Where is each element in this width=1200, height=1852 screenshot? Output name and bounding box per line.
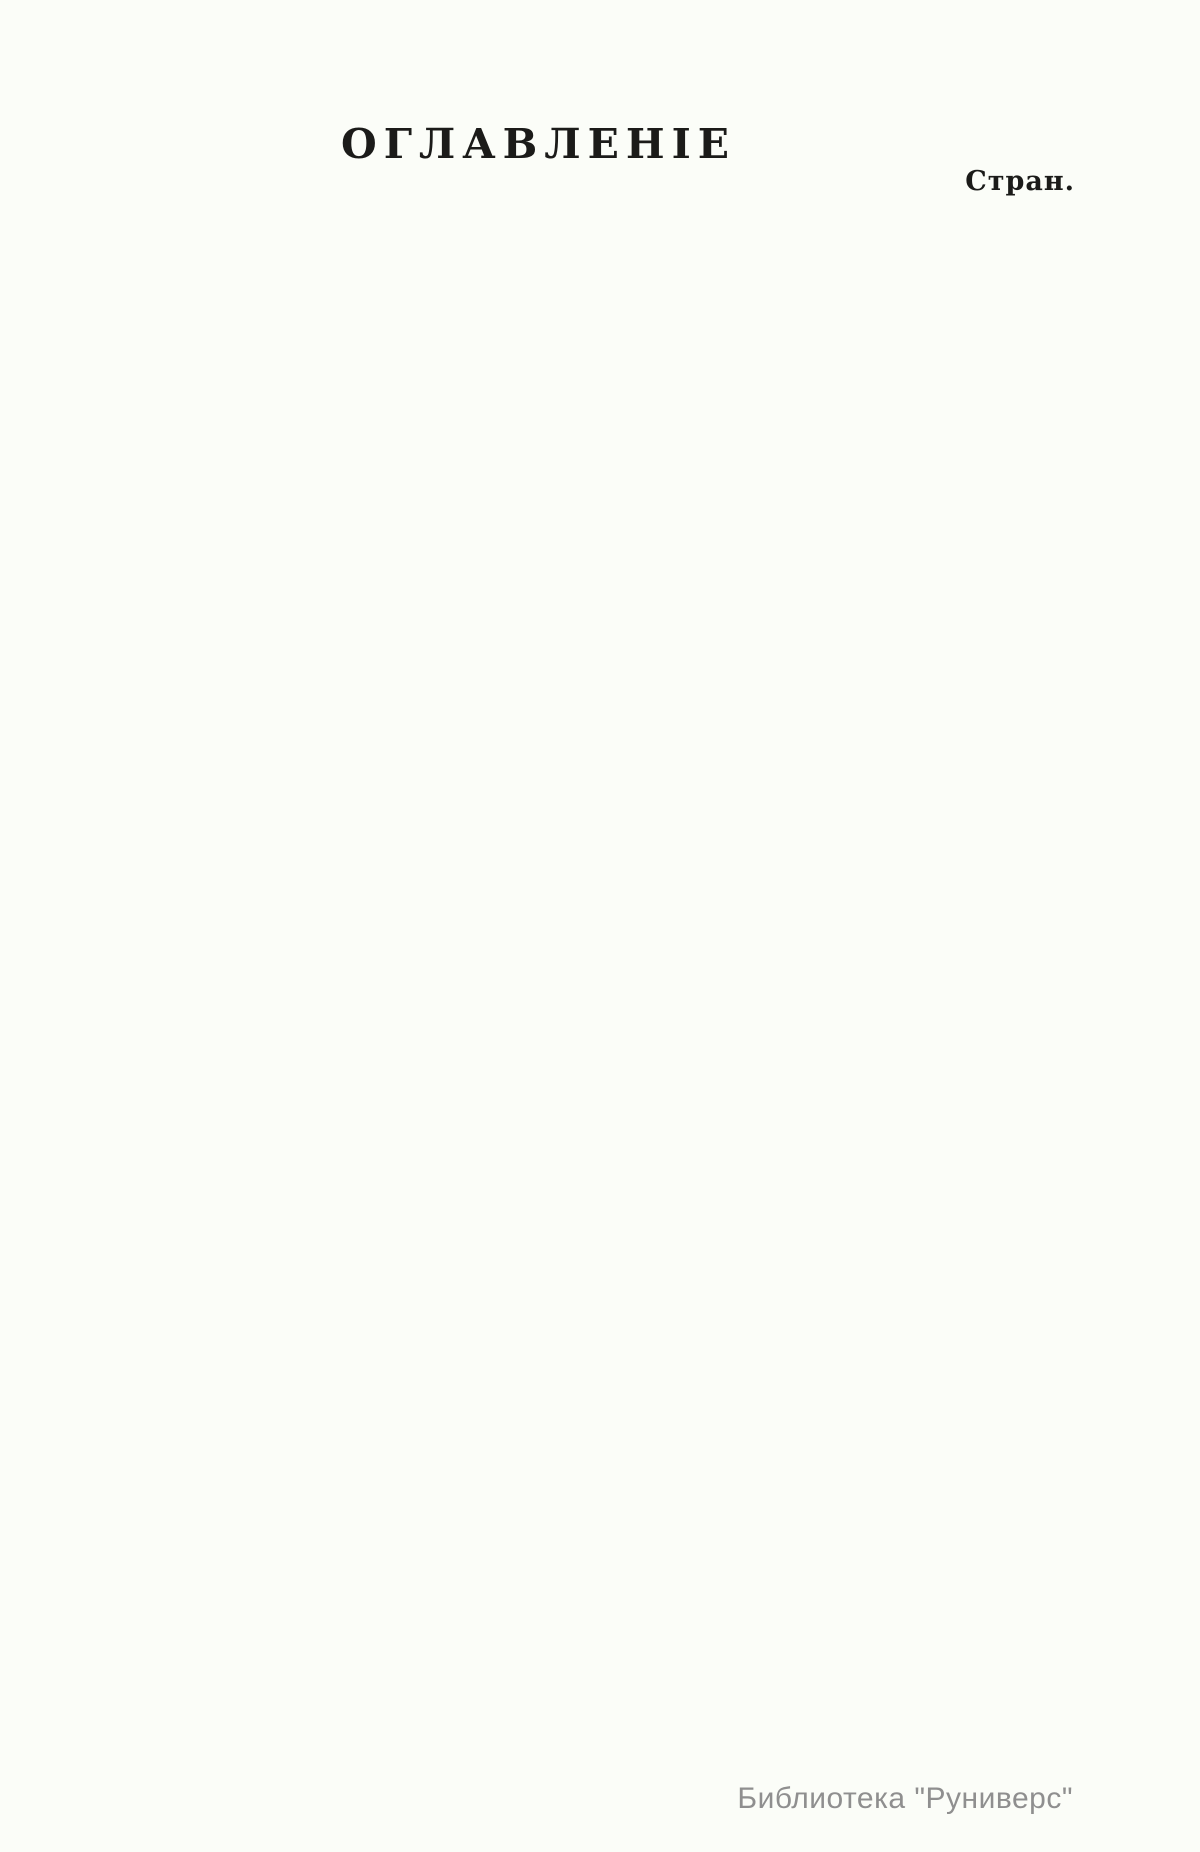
library-watermark: Библиотека "Руниверс" xyxy=(737,1782,1073,1815)
page-title: ОГЛАВЛЕНІЕ xyxy=(341,120,736,168)
page-column-header: Стран. xyxy=(965,166,1075,197)
